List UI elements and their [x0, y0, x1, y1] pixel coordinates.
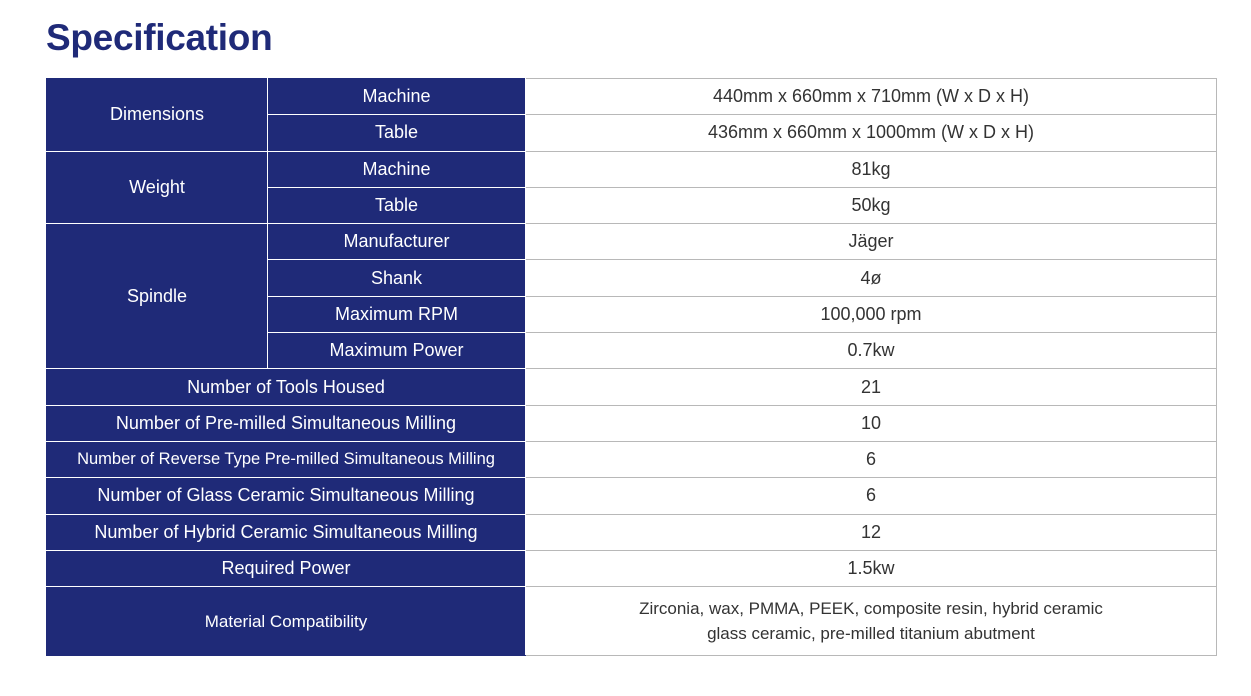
required-power-label: Required Power [47, 550, 526, 586]
spindle-shank-label: Shank [268, 260, 526, 296]
spindle-shank-value: 4ø [526, 260, 1217, 296]
dimensions-machine-label: Machine [268, 79, 526, 115]
weight-table-value: 50kg [526, 187, 1217, 223]
required-power-value: 1.5kw [526, 550, 1217, 586]
material-compatibility-label: Material Compatibility [47, 587, 526, 656]
table-row [47, 224, 1217, 260]
material-compatibility-value [526, 587, 1217, 656]
table-row [47, 478, 1217, 514]
glass-ceramic-milling-value: 6 [526, 478, 1217, 514]
weight-machine-label: Machine [268, 151, 526, 187]
spindle-power-value: 0.7kw [526, 333, 1217, 369]
table-row [47, 151, 1217, 187]
tools-housed-label: Number of Tools Housed [47, 369, 526, 405]
spindle-rpm-label: Maximum RPM [268, 296, 526, 332]
material-compatibility-line-2: glass ceramic, pre-milled titanium abutment [707, 624, 1035, 644]
premilled-milling-label: Number of Pre-milled Simultaneous Milling [47, 405, 526, 441]
dimensions-label: Dimensions [47, 79, 268, 152]
glass-ceramic-milling-label: Number of Glass Ceramic Simultaneous Milling [47, 478, 526, 514]
tools-housed-value: 21 [526, 369, 1217, 405]
premilled-milling-value: 10 [526, 405, 1217, 441]
spindle-manufacturer-value: Jäger [526, 224, 1217, 260]
dimensions-table-value: 436mm x 660mm x 1000mm (W x D x H) [526, 115, 1217, 151]
dimensions-machine-value: 440mm x 660mm x 710mm (W x D x H) [526, 79, 1217, 115]
reverse-premilled-milling-value: 6 [526, 441, 1217, 477]
hybrid-ceramic-milling-label: Number of Hybrid Ceramic Simultaneous Milling [47, 514, 526, 550]
hybrid-ceramic-milling-value: 12 [526, 514, 1217, 550]
spindle-label: Spindle [47, 224, 268, 369]
reverse-premilled-milling-label: Number of Reverse Type Pre-milled Simultaneous Milling [47, 441, 526, 477]
dimensions-table-label: Table [268, 115, 526, 151]
spindle-manufacturer-label: Manufacturer [268, 224, 526, 260]
table-row [47, 369, 1217, 405]
table-row [47, 514, 1217, 550]
weight-machine-value: 81kg [526, 151, 1217, 187]
table-row [47, 79, 1217, 115]
page-title: Specification [46, 17, 273, 58]
table-row [47, 441, 1217, 477]
material-compatibility-line-1: Zirconia, wax, PMMA, PEEK, composite resin, hybrid ceramic [639, 599, 1103, 619]
spindle-rpm-value: 100,000 rpm [526, 296, 1217, 332]
spindle-power-label: Maximum Power [268, 333, 526, 369]
weight-table-label: Table [268, 187, 526, 223]
table-row [47, 587, 1217, 656]
table-row [47, 405, 1217, 441]
weight-label: Weight [47, 151, 268, 224]
table-row [47, 550, 1217, 586]
specification-table [46, 78, 1217, 656]
